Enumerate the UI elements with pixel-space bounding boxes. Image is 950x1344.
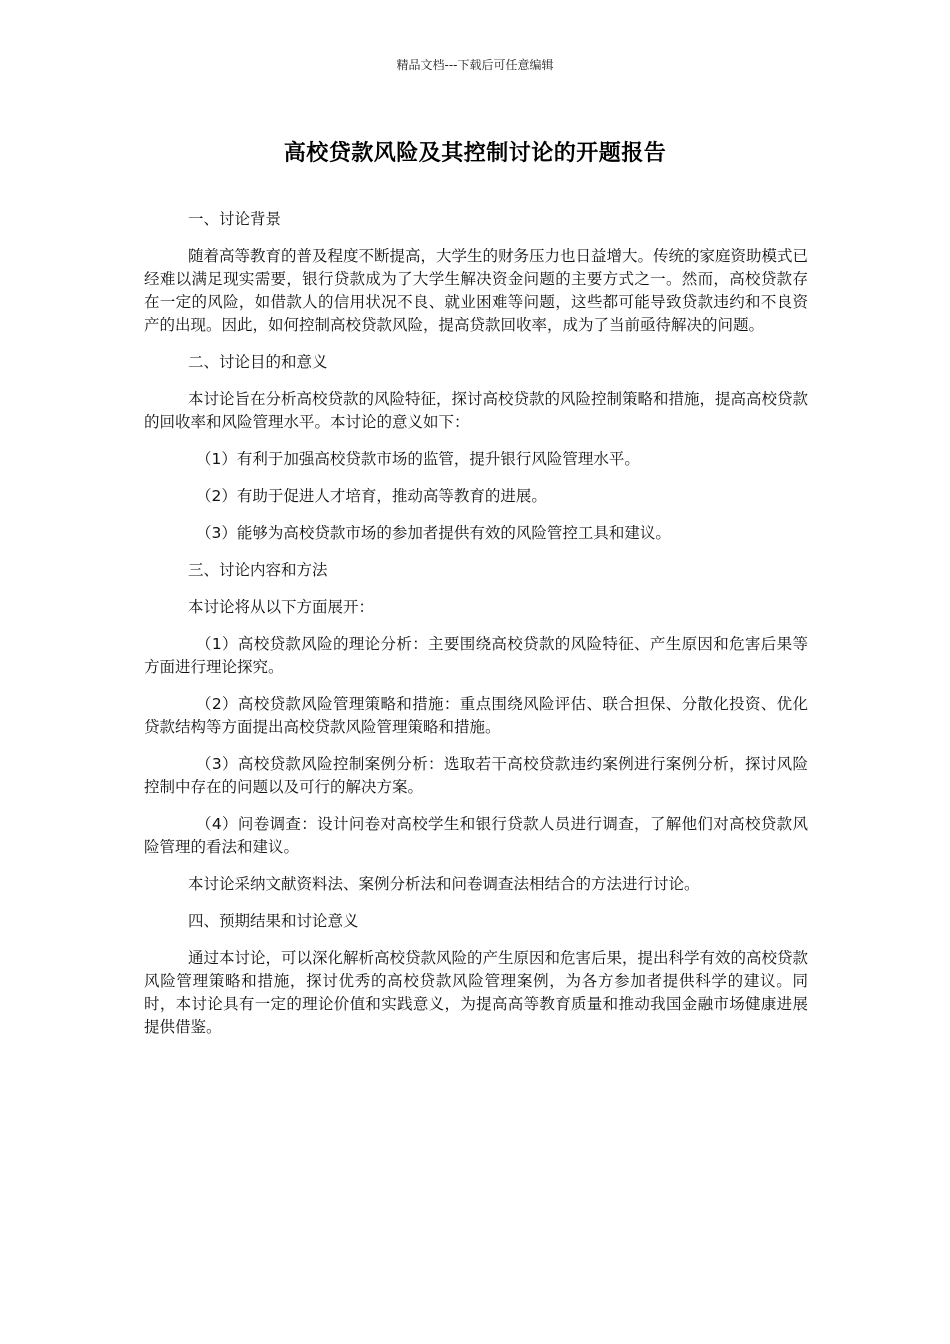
list-item: （1）高校贷款风险的理论分析：主要围绕高校贷款的风险特征、产生原因和危害后果等方面进行理论探究。 [144,635,808,676]
list-item: （2）高校贷款风险管理策略和措施：重点围绕风险评估、联合担保、分散化投资、优化贷款结构等方面提出高校贷款风险管理策略和措施。 [144,695,808,736]
section-heading-expected-results: 四、预期结果和讨论意义 [188,912,359,930]
section-heading-background: 一、讨论背景 [188,210,282,228]
paragraph-intro: 本讨论将从以下方面展开： [188,598,375,616]
paragraph-methods: 本讨论采纳文献资料法、案例分析法和问卷调查法相结合的方法进行讨论。 [188,875,700,893]
list-item: （3）高校贷款风险控制案例分析：选取若干高校贷款违约案例进行案例分析，探讨风险控制中存在的问题以及可行的解决方案。 [144,755,808,796]
document-body [144,208,808,1053]
paragraph-purpose: 本讨论旨在分析高校贷款的风险特征，探讨高校贷款的风险控制策略和措施，提高高校贷款的回收率和风险管理水平。本讨论的意义如下： [144,390,809,431]
list-item: （3）能够为高校贷款市场的参加者提供有效的风险管控工具和建议。 [196,524,671,542]
header-note: 精品文档---下载后可任意编辑 [396,58,554,72]
document-title: 高校贷款风险及其控制讨论的开题报告 [283,141,667,166]
list-item: （1）有利于加强高校贷款市场的监管，提升银行风险管理水平。 [196,450,640,468]
list-item: （4）问卷调查：设计问卷对高校学生和银行贷款人员进行调查，了解他们对高校贷款风险管理的看法和建议。 [144,815,808,856]
list-item: （2）有助于促进人才培育，推动高等教育的进展。 [196,487,547,505]
paragraph-expected-results: 通过本讨论，可以深化解析高校贷款风险的产生原因和危害后果，提出科学有效的高校贷款风险管理策略和措施，探讨优秀的高校贷款风险管理案例，为各方参加者提供科学的建议。同时，本讨论具有一定的理论价值和实践意义，为提高高等教育质量和推动我国金融市场健康进展提供借鉴。 [144,949,809,1036]
paragraph-background: 随着高等教育的普及程度不断提高，大学生的财务压力也日益增大。传统的家庭资助模式已经难以满足现实需要，银行贷款成为了大学生解决资金问题的主要方式之一。然而，高校贷款存在一定的风险，如借款人的信用状况不良、就业困难等问题，这些都可能导致贷款违约和不良资产的出现。因此，如何控制高校贷款风险，提高贷款回收率，成为了当前亟待解决的问题。 [144,247,809,334]
section-heading-purpose: 二、讨论目的和意义 [188,353,328,371]
section-heading-content-methods: 三、讨论内容和方法 [188,561,328,579]
